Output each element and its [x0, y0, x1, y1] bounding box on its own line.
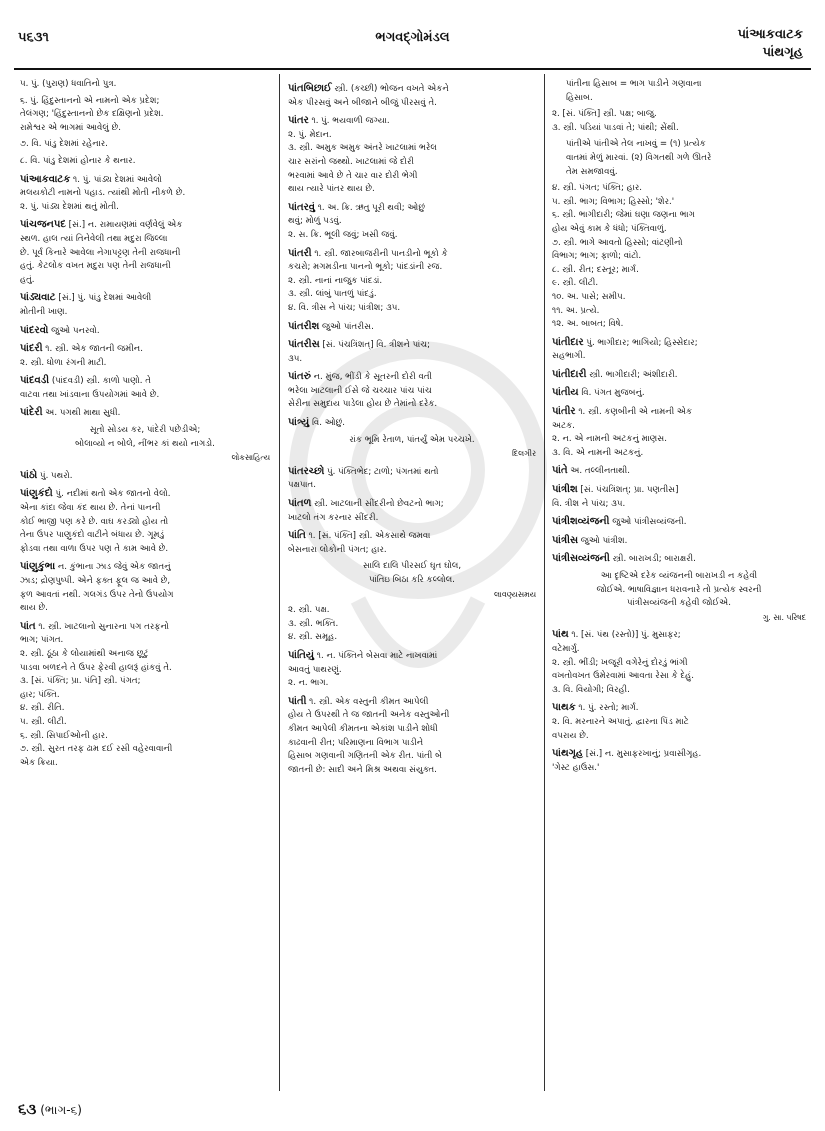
definition-line: કીમત આપેલી કીમતના એકાંશ પાડીને શોધી [288, 723, 438, 734]
definition-line: ૨. [સં. પંક્તિ] સ્ત્રી. પક્ષ; બાજુ. [552, 109, 657, 120]
dictionary-entry [20, 487, 270, 556]
dictionary-entry [288, 320, 536, 335]
headword: પાંતરચ્છો [288, 465, 325, 477]
dictionary-entry [288, 247, 536, 316]
dictionary-entry [552, 534, 806, 549]
definition-line: એક ક્રિયા. [20, 757, 58, 768]
definition-line: પાંતીએ પાંતીએ તેલ નાખવું = (૧) પ્રત્યેક [566, 139, 706, 150]
dictionary-entry [552, 552, 806, 567]
dictionary-entry [288, 201, 536, 243]
definition-line: ૨. પું. મેદાન. [288, 129, 332, 140]
dictionary-entry [20, 291, 270, 319]
definition-line: ૨. વિ. મરનારને અપાતું. દ્વારના પિંડ માટે [552, 716, 689, 727]
quotation-line: બોલાવ્યો ન બોલે, નીંભર કાં થયો નાગડો. [75, 438, 215, 449]
definition-line: હોય એવું કામ કે ધંધો; પંક્તિવાળું. [552, 223, 667, 234]
dictionary-entry [552, 368, 806, 383]
headword: પાંત્રીશ [552, 484, 578, 496]
headword: પાંઆકવાટક [20, 173, 71, 185]
definition-line: વિભાગ; ભાગ; ફાળો; વાંટો. [552, 251, 642, 262]
definition-line: ૩. સ્ત્રી. લાંબું પાતળું પાંદડું. [288, 289, 377, 300]
headword: પાંથગૃહ [552, 748, 584, 760]
entry-sense [20, 155, 270, 169]
quotation-line: પાંત્રીસવ્યંજની કહેવી જોઈએ. [627, 598, 731, 609]
dictionary-entry [288, 370, 536, 412]
definition-line: વપરાય છે. [552, 730, 589, 741]
guide-words [738, 26, 803, 62]
definition-line: એના કાંદા જેવા કંદ થાય છે. તેનાં પાનની [20, 503, 161, 514]
guide-word-last: પાંથગૃહ [762, 45, 803, 60]
dictionary-entry [20, 173, 270, 215]
definition-line: મોતીની ખાણ. [20, 306, 68, 317]
definition-line: વાતમાં મેળું મારવાં. (૨) વિગતથી ગળે ઊતરે [566, 152, 712, 163]
definition-line: તેના ઉપર પાણુકંદો વાટીને બંધાય છે. ગૂમડું [20, 530, 165, 541]
definition-line: ૬. સ્ત્રી. સિપાઈઓની હાર. [20, 730, 108, 741]
definition-line: જાતની છે: સાદી અને મિશ્ર અથવા સંયુક્ત. [288, 764, 437, 775]
definition-line: ૬. સ્ત્રી. ભાગીદારી; જેમાં ઘણા જણના ભાગ [552, 210, 695, 221]
definition-line: ફોડવા તથા વાળા ઉપર પણ તે કામ આવે છે. [20, 543, 169, 554]
headword: પાંણુકુંભા [20, 561, 56, 573]
definition-line: થાય છે. [20, 603, 48, 614]
definition-line: જુઓ પાંત્રીશ. [580, 535, 628, 546]
definition-line: (પાંદવડી) સ્ત્રી. કાળો પાણો. તે [51, 376, 151, 387]
definition-line: ૨. પું. પાંડ્ય દેશમાં થતું મોતી. [20, 201, 119, 212]
dictionary-entry [288, 338, 536, 366]
definition-line: ૧. ન. પંક્તિને બેસવા માટે નાખવામાં [316, 650, 438, 661]
definition-line: હિસાબ. [566, 92, 593, 103]
definition-line: વટેમાર્ગુ. [552, 643, 580, 654]
definition-line: 'ગેસ્ટ હાઉસ.' [552, 762, 600, 773]
definition-line: વિ. ઓછું. [311, 418, 346, 429]
headword: પાંતરીસ [288, 339, 320, 351]
headword: પાંદરી [20, 343, 43, 355]
definition-line: અ. તલ્લીનતાથી. [570, 466, 630, 477]
dictionary-entry [552, 405, 806, 460]
definition-line: ન. કુંભાના ઝાડ જેવું એક જાતનું [57, 562, 171, 573]
definition-line: હતું. [20, 274, 35, 285]
definition-line: ૧. [સં. પંક્તિ] સ્ત્રી. એકસાથે જમવા [308, 531, 431, 542]
definition-line: થવું; મોળું પડવું. [288, 216, 342, 227]
definition-line: પાંતીના હિસાબ = ભાગ પાડીને ગણવાના [566, 79, 702, 89]
definition-line: ૨. સ્ત્રી. ભીંડી; ખજૂરી વગેરેનું દોરડું ભાંગી [552, 657, 688, 668]
definition-line: [સં.] ન. રામાયણમાં વર્ણવેલું એક [68, 220, 183, 231]
definition-line: [સં. પંચત્રિંશત્] વિ. ત્રીશને પાંચ; [322, 340, 431, 351]
headword: પાંદેરી [20, 407, 43, 419]
definition-line: જુઓ પનરવો. [51, 325, 100, 336]
definition-line: સ્ત્રી. ભાગીદારી; અંશીદારી. [589, 369, 678, 380]
dictionary-entry [552, 464, 806, 479]
dictionary-entry [20, 342, 270, 370]
definition-line: ભાગ; પાંગત. [20, 635, 64, 646]
definition-line: ૧. પું. રસ્તો; માર્ગ. [578, 703, 639, 714]
definition-line: થાય ત્યારે પાંતર થાય છે. [288, 184, 375, 195]
headword: પાંતળ [288, 498, 312, 510]
headword: પાંતરીશ [288, 320, 320, 332]
definition-line: [સં.] પું. પાંડુ દેશમાં આવેલી [58, 293, 152, 304]
definition-line: ઝાડ; દ્રોણપુષ્પી. એને ફક્ત ફૂલ જ આવે છે, [20, 576, 171, 586]
definition-line: ૨. સ્ત્રી. પક્ષ. [288, 605, 330, 616]
definition-line: એક પીરસવું અને બીજાને બીજું પીરસવું તે. [288, 97, 437, 108]
citation-source: ગુ. સા. પરિષદ [762, 612, 806, 622]
definition-line: ભરવામાં આવે છે તે ચાર વાર દોરી ભેગી [288, 170, 418, 181]
headword: પાંત્ર્યું [288, 417, 310, 429]
headword: પાંત્રીશવ્યંજની [552, 516, 610, 528]
headword: પાંત [20, 620, 36, 632]
headword: પાંત્રીસવ્યંજની [552, 553, 610, 565]
definition-line: આવતું પાથરણું. [288, 664, 342, 675]
headword: પાંડ્યવાટ [20, 292, 56, 304]
dictionary-entry [288, 416, 536, 431]
citation-source: લાવણ્યસમય [494, 589, 536, 599]
dictionary-entry [552, 628, 806, 697]
quotation-line: પાંતિઇ બિઠા કરિ કલ્લોલ. [369, 575, 455, 585]
definition-line: જુઓ પાંત્રીસવ્યંજની. [612, 517, 687, 528]
definition-line: ૫. સ્ત્રી. લીટી. [20, 716, 67, 727]
headword: પાંતી [288, 695, 307, 707]
definition-line: તેમ સમજાવવું. [566, 166, 618, 177]
column-divider [544, 74, 545, 1091]
definition-line: ૮. સ્ત્રી. રીત; દસ્તૂર; માર્ગ. [552, 264, 639, 275]
definition-line: મલયકોટી નામનો પહાડ. ત્યાંથી મોતી નીકળે છે. [20, 188, 186, 199]
definition-line: ૩. [સં. પંક્તિ; પ્રા. પંતિ] સ્ત્રી. પંગત; [20, 676, 141, 687]
dictionary-entry [552, 483, 806, 511]
definition-line: સ્ત્રી. બારાખડી; બારાક્ષરી. [612, 554, 696, 565]
headword: પાંતીય [552, 387, 579, 399]
definition-line: ૧. સ્ત્રી. એક વસ્તુની કીમત આપેલી [309, 696, 429, 707]
definition-line: સ્થળ. હાલ ત્યાં તિનેવેલી તથા મદુરા જિલ્લા [20, 233, 168, 244]
definition-line: હોય તે ઉપરથી તે જ જાતની અનેક વસ્તુઓની [288, 710, 450, 721]
definition-line: ૩. વિ. વિયોગી; વિરહી. [552, 684, 630, 695]
column-1 [20, 78, 270, 1097]
definition-line: કચરો; મગમડીના પાનનો ભૂકો; પાંદડાંની રજ. [288, 262, 443, 273]
definition-line: ૯. સ્ત્રી. લીટી. [552, 278, 599, 289]
definition-line: ૧૧. અ. પ્રત્યે. [552, 305, 600, 316]
definition-line: ફળ આવતાં નથી. ગલગંડ ઉપર તેનો ઉપયોગ [20, 589, 174, 600]
definition-line: અટક. [552, 420, 575, 431]
entry-sense [552, 138, 806, 179]
definition-line: ૭. સ્ત્રી. ભાગે આવતો હિસ્સો; વાંટણીનો [552, 237, 683, 248]
citation-source: લોકસાહિત્ય [231, 453, 270, 463]
definition-line: સ્ત્રી. (કચ્છી) ભોજન વખતે એકને [334, 84, 449, 94]
headword: પાંતિ [288, 530, 306, 542]
headword: પાંદવડી [20, 375, 50, 387]
definition-line: કાઢવાની રીત; પરિમાણના વિભાગ પાડીને [288, 737, 424, 748]
definition-line: ભરેલા ખાટલાની ઈસે જે ચચ્ચાર પાંચ પાંચ [288, 385, 432, 396]
dictionary-entry [20, 374, 270, 402]
quotation-line: જોઈએ. ભાષાવિજ્ઞાન ધરાવનારે તો પ્રત્યેક સ્વરની [596, 584, 762, 595]
header-rule [14, 68, 811, 70]
definition-line: હિસાબ ગણવાની ગણિતની એક રીત. પાંતી બે [288, 751, 442, 762]
column-3 [552, 78, 806, 1097]
definition-line: ૨. સ્ત્રી. ધોળા રંગની માટી. [20, 357, 107, 368]
definition-line: ૧૨. અ. બાબત; વિષે. [552, 319, 624, 330]
dictionary-entry [552, 515, 806, 530]
definition-line: ૨. સ્ત્રી. ઠૂંઠા કે લોયામાંથી અનાજ છૂટું [20, 648, 149, 659]
definition-line: પાડવા બળદને તે ઉપર ફેરવી હાલરૂં હાંકવું તે. [20, 662, 172, 673]
headword: પાથક [552, 702, 576, 714]
dictionary-entry [552, 747, 806, 775]
column-2 [288, 78, 536, 1097]
definition-line: ૩. સ્ત્રી. પડિયાં પાડવાં તે; પાંથી; સેંથી. [552, 122, 679, 133]
column-divider [279, 74, 280, 1091]
definition-line: વખતોવખત ઉમેરવામાં આવતા રેસા કે દેહું. [552, 671, 694, 682]
definition-line: ચાર સરાંનો જથ્થો. ખાટલામાં જે દોરી [288, 156, 414, 167]
definition-line: ૫. પું. (પુરાણ) ધવાતિનો પુત્ર. [20, 79, 117, 89]
headword: પાંતે [552, 465, 568, 477]
headword: પાંઠો [20, 469, 38, 481]
definition-line: ન. મુંજ, ભીંડી કે સૂતરની દોરી વતી [313, 372, 432, 383]
definition-line: ૨. ન. એ નામની અટકનું માણસ. [552, 434, 667, 445]
headword: પાંતીદાર [552, 336, 584, 348]
definition-line: રામેશ્વર એ ભાગમાં આવેલું છે. [20, 122, 122, 133]
dictionary-entry [288, 114, 536, 197]
dictionary-entry [288, 649, 536, 691]
page-number: ૫૬૩૧ [18, 30, 49, 45]
citation-block [288, 560, 536, 601]
definition-line: [સં. પંચત્રિંશત્; પ્રા. પણતીસ] [580, 485, 679, 496]
headword: પાંથ [552, 629, 569, 641]
guide-word-first: પાંઆકવાટક [737, 27, 803, 42]
definition-line: ૧. પું. ભયવાળી જગ્યા. [311, 116, 390, 127]
definition-line: ૪. સ્ત્રી. રીતિ. [20, 703, 65, 714]
dictionary-entry [288, 497, 536, 525]
definition-line: ૨. ન. ભાગ. [288, 678, 329, 689]
definition-line: હાર; પંક્તિ. [20, 689, 60, 700]
volume-label: (ભાગ-૬) [40, 1103, 82, 1117]
entry-sense [20, 95, 270, 136]
entry-sense [20, 78, 270, 92]
definition-line: ૧. સ્ત્રી. જારબાજરીની પાનડીનો ભૂકો કે [314, 248, 448, 259]
definition-line: ૨. સ્ત્રી. નાનાં નાજુક પાંદડાં. [288, 275, 383, 286]
headword: પાંતિયું [288, 649, 315, 661]
entry-sense [552, 78, 806, 105]
definition-line: ૧. [સં. પંથ (રસ્તો)] પું. મુસાફર; [571, 630, 681, 641]
dictionary-entry [20, 406, 270, 421]
headword: પાંતર [288, 115, 309, 127]
definition-line: ૪. સ્ત્રી. પંગત; પંક્તિ; હાર. [552, 183, 643, 194]
definition-line: છે. પૂર્વ કિનારે આવેલા નેગાપટ્ટણ તેની રાજધાની [20, 247, 181, 258]
entry-sense [552, 108, 806, 135]
definition-line: ૭. વિ. પાંડુ દેશમાં રહેનાર. [20, 139, 108, 150]
dictionary-entry [20, 469, 270, 484]
definition-line: ૧. સ્ત્રી. એક જાતની જમીન. [45, 344, 143, 355]
entry-sense [288, 604, 536, 645]
dictionary-entry [552, 701, 806, 743]
dictionary-entry [20, 218, 270, 287]
definition-line: જુઓ પાંતરીસ. [322, 321, 374, 332]
definition-line: ૧. સ્ત્રી. કણબીની એ નામની એક [578, 407, 693, 418]
headword: પાંતીદારી [552, 368, 587, 380]
definition-line: ૮. વિ. પાંડુ દેશમાં હોનાર કે થનાર. [20, 155, 136, 166]
definition-line: ૧. અ. ક્રિ. ઋતુ પૂરી થવી; ઓછું [317, 202, 425, 213]
definition-line: ૩. વિ. એ નામની અટકનું. [552, 447, 644, 458]
definition-line: અ. પગથી માથા સુધી. [45, 408, 121, 419]
quotation-line: સૂતો સોડય કર, પાંદેરી પછેડીએ; [89, 425, 201, 436]
headword: પાંત્રીસ [552, 534, 579, 546]
definition-line: તેલંગણ; 'હિંદુસ્તાનનો છેક દક્ષિણનો પ્રદેશ. [20, 109, 164, 120]
definition-line: ૪. વિ. ત્રીસ ને પાંચ; પાંત્રીશ; ૩૫. [288, 302, 401, 313]
definition-line: પું. નદીમાં થતો એક જાતનો વેલો. [55, 489, 171, 500]
dictionary-entry [20, 620, 270, 771]
definition-line: ૬. પું. હિંદુસ્તાનનો એ નામનો એક પ્રદેશ; [20, 95, 160, 106]
definition-line: ૫. સ્ત્રી. ભાગ; વિભાગ; હિસ્સો; 'શેર.' [552, 196, 675, 207]
dictionary-entry [288, 695, 536, 778]
headword: પાંણુકંદો [20, 488, 53, 500]
headword: પાંતબિછાઈ [288, 83, 332, 94]
definition-line: ખાટલો તંગ કરનાર સીંદરી. [288, 512, 379, 523]
definition-line: ૩૫. [288, 353, 303, 364]
definition-line: ૩. સ્ત્રી. ભક્તિ. [288, 618, 339, 629]
definition-line: પું. પંક્તિભેદ; ટાળો; પંગતમાં થતો [327, 466, 439, 477]
dictionary-entry [552, 386, 806, 401]
headword: પાંતીર [552, 406, 576, 418]
folio-number: ૬૩ [18, 1100, 37, 1118]
definition-line: પક્ષપાત. [288, 480, 316, 491]
citation-block [288, 434, 536, 461]
definition-line: બેસનારા લોકોની પંગત; હાર. [288, 544, 387, 555]
definition-line: કોઈ ભાજી પણ કરે છે. વાઘ કરડ્યો હોય તો [20, 516, 169, 527]
quotation-line: આ દૃષ્ટિએ દરેક વ્યંજનની બારાખડી ન કહેવી [600, 571, 758, 581]
definition-line: પું. પથરો. [40, 470, 73, 481]
definition-line: વિ. પંગત મુજબનું. [581, 388, 645, 399]
definition-line: ૭. સ્ત્રી. સુરત તરફ ઢામ દઈ રસી વહેરવાવાની [20, 744, 173, 755]
dictionary-entry [552, 336, 806, 364]
headword: પાંચજનપદ [20, 219, 66, 231]
dictionary-entry [288, 465, 536, 493]
dictionary-entry [288, 529, 536, 557]
citation-source: દિલગીર [512, 449, 536, 459]
headword: પાંદરવો [20, 324, 49, 336]
definition-line: સહભાગી. [552, 351, 586, 362]
quotation-line: રાંક ભૂમિ રેતાળ, પાંતર્યું એમ પચ્ચખે. [349, 434, 475, 445]
definition-line: પું. ભાગીદાર; ભાગિયો; હિસ્સેદાર; [586, 337, 698, 348]
definition-line: ૧. પું. પાંડ્ય દેશમાં આવેલો [73, 174, 162, 185]
headword: પાંતરી [288, 247, 312, 259]
definition-line: ૨. સ. ક્રિ. ભૂલી જવું; ખસી જવું. [288, 229, 398, 240]
page-footer [18, 1100, 82, 1118]
quotation-line: સાલિ દાલિ પીરસઈ ઘૃત ઘોલ, [362, 561, 462, 572]
dictionary-entry [288, 82, 536, 110]
definition-line: ૪. સ્ત્રી. સમૂહ. [288, 632, 338, 643]
dictionary-entry [20, 324, 270, 339]
headword: પાંતરવું [288, 201, 315, 213]
definition-line: વાટવા તથા ખાંડવાના ઉપયોગમાં આવે છે. [20, 389, 160, 400]
citation-block [552, 570, 806, 624]
citation-block [20, 424, 270, 465]
definition-line: [સં.] ન. મુસાફરખાનું; પ્રવાસીગૃહ. [585, 749, 702, 760]
definition-line: ૧૦. અ. પાસે; સમીપ. [552, 291, 626, 302]
entry-sense [20, 138, 270, 152]
headword: પાંતરું [288, 371, 311, 383]
definition-line: ૧. સ્ત્રી. ખાટલાનો સુનારના પગ તરફનો [38, 621, 169, 632]
page-title: ભગવદ્ગોમંડલ [375, 30, 450, 45]
definition-line: સેરીના સમુદાય પાડેલા હોય છે તેમાંનો દરેક. [288, 399, 438, 410]
definition-line: સ્ત્રી. ખાટલાની સીંદરીનો છેવટનો ભાગ; [314, 499, 444, 510]
definition-line: વિ. ત્રીશ ને પાંચ; ૩૫. [552, 498, 626, 509]
definition-line: ૩. સ્ત્રી. અમુક અમુક અંતરે ખાટલામાં ભરેલ [288, 143, 437, 154]
entry-sense [552, 182, 806, 332]
dictionary-entry [20, 560, 270, 615]
definition-line: હતું. કેટલોક વખત મદુરા પણ તેની રાજધાની [20, 261, 171, 272]
